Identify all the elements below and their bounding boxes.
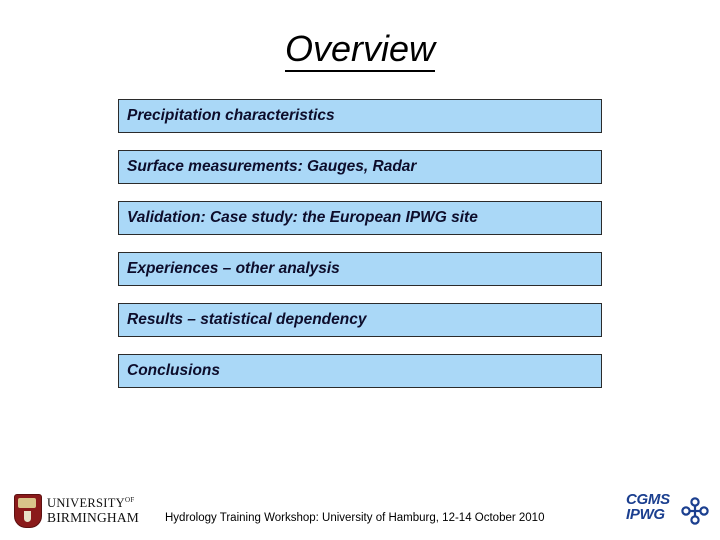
page-title xyxy=(0,28,720,70)
university-logo-of: OF xyxy=(125,496,135,505)
list-item xyxy=(118,150,602,184)
page-title-text: Overview xyxy=(285,28,435,72)
list-item-label: Results – statistical dependency xyxy=(127,311,367,329)
university-of-birmingham-logo xyxy=(14,492,150,530)
cgms-ipwg-logo xyxy=(626,492,710,532)
university-logo-line1 xyxy=(47,497,139,510)
university-logo-line1-text: UNIVERSITY xyxy=(47,496,125,511)
university-logo-wordmark xyxy=(47,497,139,524)
list-item xyxy=(118,303,602,337)
list-item xyxy=(118,201,602,235)
footer-caption: Hydrology Training Workshop: University of Hamburg, 12-14 October 2010 xyxy=(165,512,545,524)
list-item xyxy=(118,99,602,133)
cgms-logo-line1: CGMS xyxy=(626,491,670,508)
list-item-label: Validation: Case study: the European IPWG site xyxy=(127,209,478,227)
crest-icon xyxy=(14,494,42,528)
list-item-label: Surface measurements: Gauges, Radar xyxy=(127,158,417,176)
ipwg-globe-icon xyxy=(680,496,710,526)
list-item-label: Precipitation characteristics xyxy=(127,107,335,125)
cgms-wordmark xyxy=(626,492,670,522)
cgms-logo-line2: IPWG xyxy=(626,506,665,523)
list-item-label: Experiences – other analysis xyxy=(127,260,340,278)
list-item-label: Conclusions xyxy=(127,362,221,380)
list-item xyxy=(118,252,602,286)
university-logo-line2: BIRMINGHAM xyxy=(47,509,140,525)
list-item xyxy=(118,354,602,388)
bullet-list xyxy=(118,99,602,405)
